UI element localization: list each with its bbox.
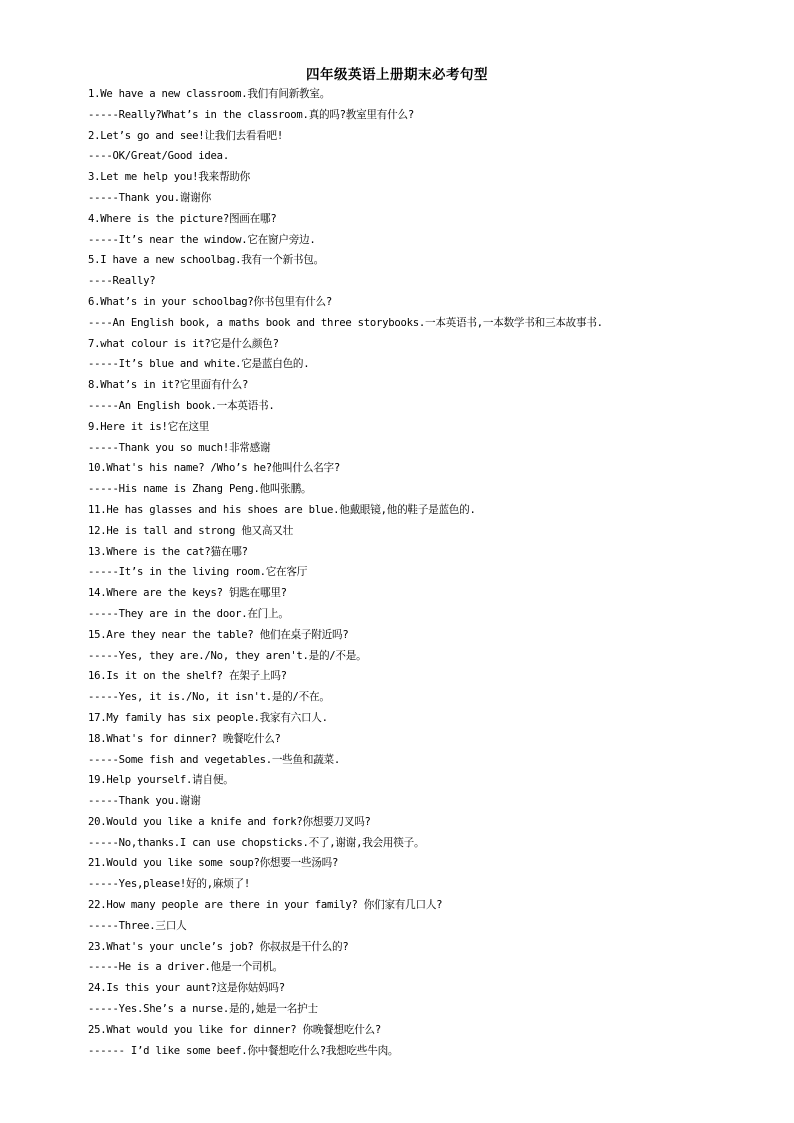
sentence-line: 11.He has glasses and his shoes are blue.他戴眼镜,他的鞋子是蓝色的.	[88, 503, 476, 516]
sentence-line: 22.How many people are there in your family? 你们家有几口人?	[88, 899, 443, 912]
sentence-line: -----It’s near the window.它在窗户旁边.	[88, 233, 316, 246]
sentence-line: 13.Where is the cat?猫在哪?	[88, 545, 248, 558]
sentence-line: -----It’s blue and white.它是蓝白色的.	[88, 358, 310, 371]
sentence-line: -----An English book.一本英语书.	[88, 399, 275, 412]
sentence-line: -----Thank you so much!非常感谢	[88, 441, 271, 454]
sentence-line: 6.What’s in your schoolbag?你书包里有什么?	[88, 295, 332, 308]
sentence-line: -----His name is Zhang Peng.他叫张鹏。	[88, 483, 312, 496]
sentence-line: -----Yes,please!好的,麻烦了!	[88, 878, 251, 891]
document-title: 四年级英语上册期末必考句型	[306, 67, 488, 83]
sentence-line: 4.Where is the picture?图画在哪?	[88, 212, 277, 225]
sentence-line: -----Some fish and vegetables.一些鱼和蔬菜.	[88, 753, 341, 766]
sentence-line: -----Yes, they are./No, they aren't.是的/不是。	[88, 649, 367, 662]
sentence-line: 15.Are they near the table? 他们在桌子附近吗?	[88, 628, 349, 641]
sentence-line: 19.Help yourself.请自便。	[88, 774, 234, 787]
sentence-list	[88, 84, 768, 1061]
sentence-line: 8.What’s in it?它里面有什么?	[88, 379, 249, 392]
sentence-line: 12.He is tall and strong 他又高又壮	[88, 524, 293, 537]
sentence-line: -----Yes.She’s a nurse.是的,她是一名护士	[88, 1003, 318, 1016]
sentence-line: 1.We have a new classroom.我们有间新教室。	[88, 88, 331, 100]
sentence-line: 25.What would you like for dinner? 你晚餐想吃什么?	[88, 1023, 382, 1036]
sentence-line: 23.What's your uncle’s job? 你叔叔是干什么的?	[88, 940, 349, 953]
sentence-line: 21.Would you like some soup?你想要一些汤吗?	[88, 857, 339, 870]
sentence-line: -----Really?What’s in the classroom.真的吗?教室里有什么?	[88, 108, 414, 121]
sentence-line: ----OK/Great/Good idea.	[88, 150, 229, 163]
sentence-line: 7.what colour is it?它是什么颜色?	[88, 337, 279, 350]
sentence-line: 5.I have a new schoolbag.我有一个新书包。	[88, 254, 324, 267]
sentence-line: 20.Would you like a knife and fork?你想要刀叉吗?	[88, 815, 371, 828]
sentence-line: ------ I’d like some beef.你中餐想吃什么?我想吃些牛肉。	[88, 1044, 399, 1057]
sentence-line: 16.Is it on the shelf? 在架子上吗?	[88, 670, 287, 683]
sentence-line: -----It’s in the living room.它在客厅	[88, 566, 308, 579]
sentence-line: -----No,thanks.I can use chopsticks.不了,谢谢,我会用筷子。	[88, 836, 425, 849]
sentence-line: 18.What's for dinner? 晚餐吃什么?	[88, 732, 281, 745]
sentence-line: -----Thank you.谢谢	[88, 795, 201, 808]
sentence-line: 24.Is this your aunt?这是你姑妈吗?	[88, 982, 285, 995]
sentence-line: 2.Let’s go and see!让我们去看看吧!	[88, 129, 283, 142]
sentence-line: ----An English book, a maths book and three storybooks.一本英语书,一本数学书和三本故事书.	[88, 316, 603, 329]
sentence-line: -----Yes, it is./No, it isn't.是的/不在。	[88, 691, 330, 704]
sentence-line: 10.What's his name? /Who’s he?他叫什么名字?	[88, 462, 341, 475]
sentence-line: 17.My family has six people.我家有六口人.	[88, 711, 328, 724]
sentence-line: -----Three.三口人	[88, 919, 187, 932]
sentence-line: 3.Let me help you!我来帮助你	[88, 171, 251, 184]
sentence-line: 9.Here it is!它在这里	[88, 420, 210, 433]
sentence-line: -----They are in the door.在门上。	[88, 607, 289, 620]
sentence-line: 14.Where are the keys? 钥匙在哪里?	[88, 587, 287, 600]
sentence-line: -----He is a driver.他是一个司机。	[88, 961, 283, 974]
sentence-line: ----Really?	[88, 275, 156, 288]
sentence-line: -----Thank you.谢谢你	[88, 191, 211, 204]
